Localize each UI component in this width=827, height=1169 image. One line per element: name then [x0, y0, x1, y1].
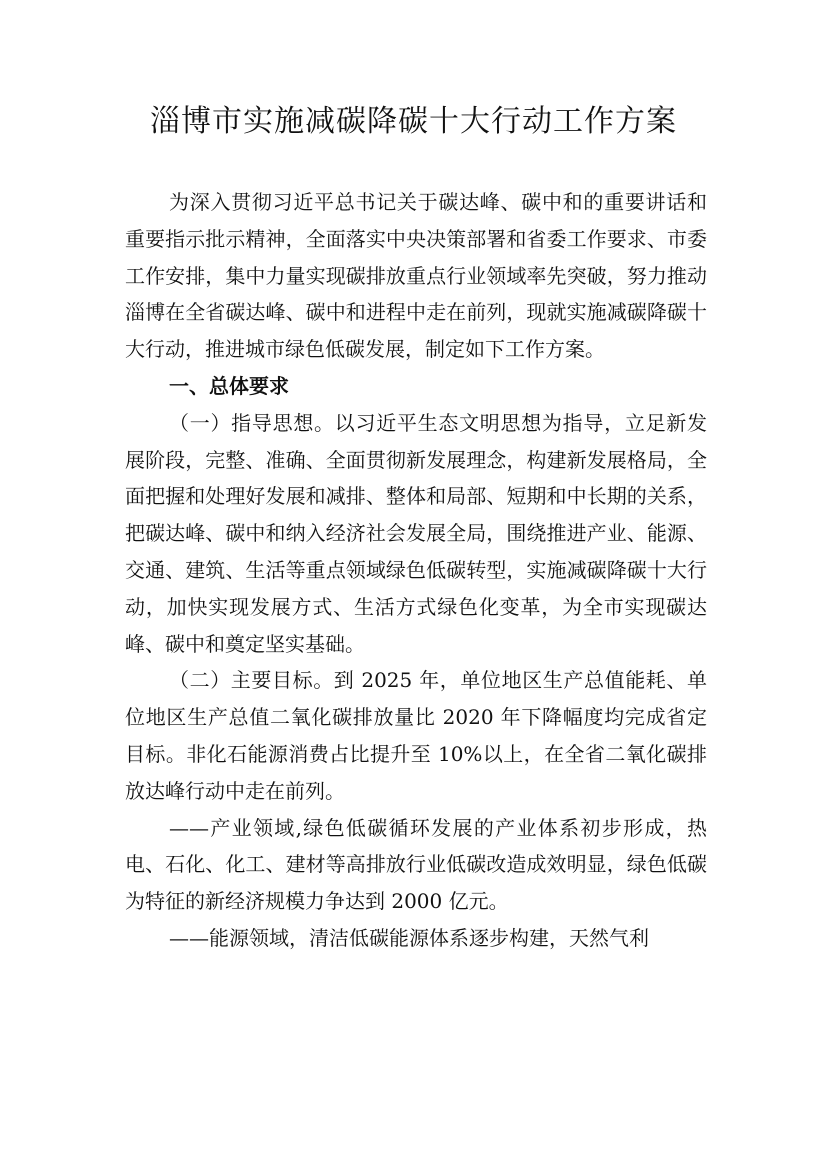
guiding-ideology-text: 以习近平生态文明思想为指导，立足新发展阶段，完整、准确、全面贯彻新发展理念，构建新发展格局，全面把握和处理好发展和减排、整体和局部、短期和中长期的关系，把碳达峰、碳中和纳入经济社会发展全局，围绕推进产业、能源、交通、建筑、生活等重点领域绿色低碳转型，实施减碳降碳十大行动，加快实现发展方式、生活方式绿色化变革，为全市实现碳达峰、碳中和奠定坚实基础。 [125, 410, 708, 656]
energy-goal-paragraph: ——能源领域，清洁低碳能源体系逐步构建，天然气利 [169, 925, 649, 950]
guiding-ideology-paragraph [125, 405, 707, 663]
main-goals-label: （二）主要目标。 [169, 668, 334, 693]
document-body [125, 184, 707, 957]
industry-goal-paragraph: ——产业领域,绿色低碳循环发展的产业体系初步形成，热电、石化、化工、建材等高排放行业低碳改造成效明显，绿色低碳为特征的新经济规模力争达到 2000 亿元。 [125, 815, 707, 914]
guiding-ideology-label: （一）指导思想。 [169, 410, 335, 435]
document-title: 淄博市实施减碳降碳十大行动工作方案 [150, 104, 677, 139]
main-goals-paragraph [125, 662, 707, 809]
section-heading: 一、总体要求 [169, 373, 289, 398]
intro-paragraph: 为深入贯彻习近平总书记关于碳达峰、碳中和的重要讲话和重要指示批示精神，全面落实中央决策部署和省委工作要求、市委工作安排，集中力量实现碳排放重点行业领域率先突破，努力推动淄博在全省碳达峰、碳中和进程中走在前列，现就实施减碳降碳十大行动，推进城市绿色低碳发展，制定如下工作方案。 [125, 190, 707, 362]
main-goals-text: 到 2025 年，单位地区生产总值能耗、单位地区生产总值二氧化碳排放量比 2020 年下降幅度均完成省定目标。非化石能源消费占比提升至 10%以上，在全省二氧化碳排放达峰行动中走在前列。 [125, 668, 707, 803]
